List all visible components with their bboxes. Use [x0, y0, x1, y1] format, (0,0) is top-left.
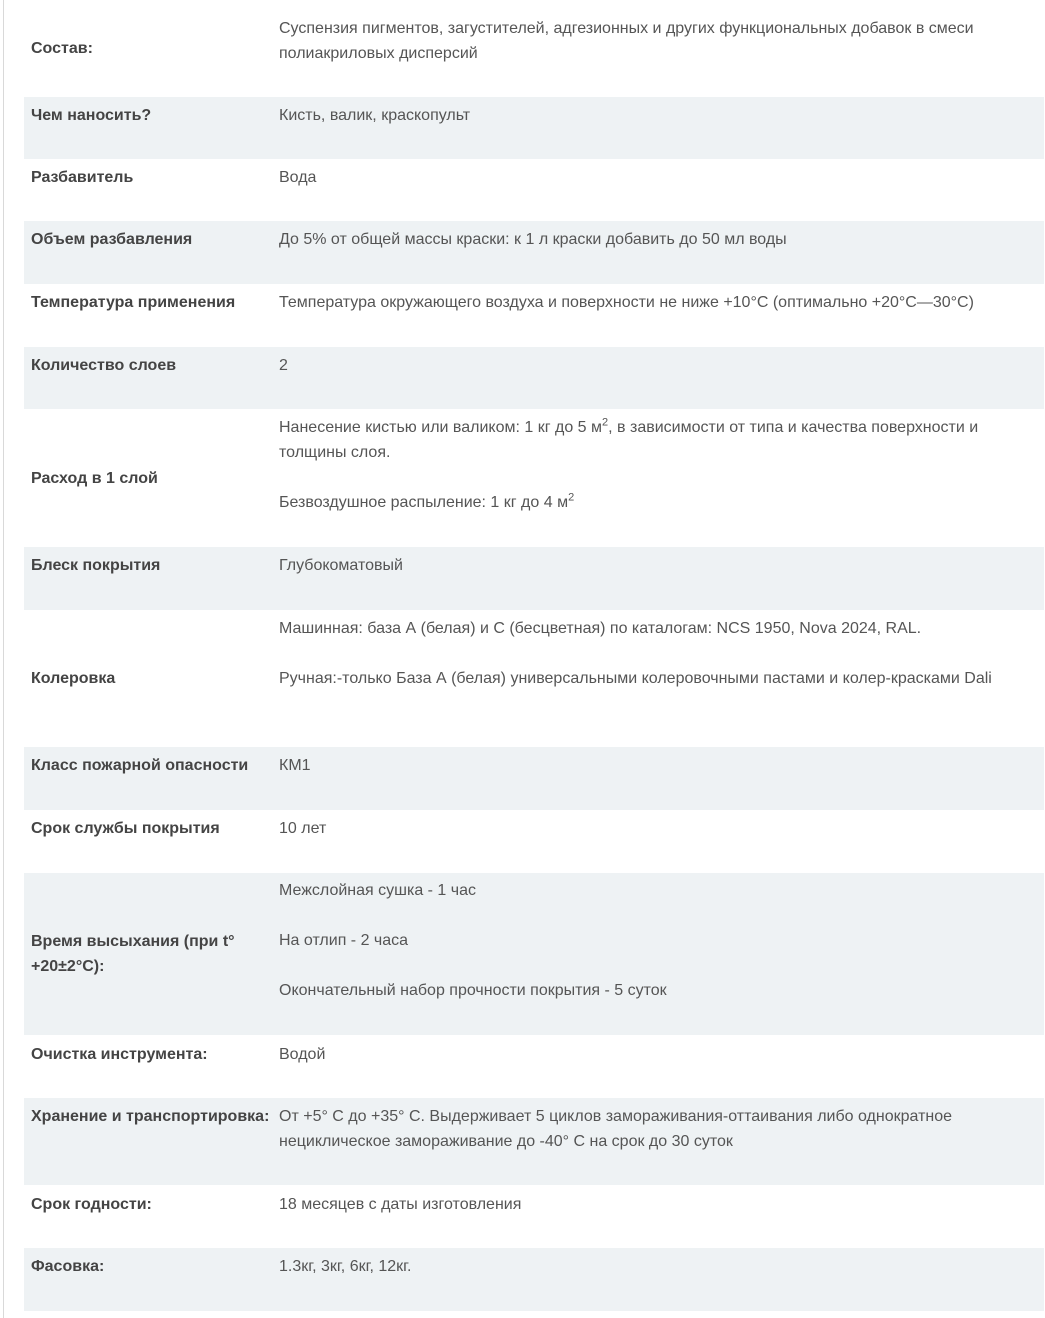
row-label: Время высыхания (при t° +20±2°C): — [31, 933, 235, 975]
value-line: 1.3кг, 3кг, 6кг, 12кг. — [279, 1258, 412, 1275]
value-line: Ручная:-только База А (белая) универсальными колеровочными пастами и колер-красками Dali — [279, 670, 992, 687]
table-row — [24, 0, 1044, 97]
value-line: 2 — [279, 357, 288, 374]
row-label: Количество слоев — [31, 357, 177, 374]
row-value — [279, 409, 1044, 547]
table-row — [24, 409, 1044, 547]
table-row — [24, 347, 1044, 409]
row-label: Очистка инструмента: — [31, 1046, 208, 1063]
table-row — [24, 97, 1044, 159]
row-value — [279, 1098, 1044, 1185]
value-text: Нанесение кистью или валиком: 1 кг до 5 м — [279, 419, 603, 436]
row-value — [279, 159, 1044, 221]
table-row — [24, 1185, 1044, 1248]
row-label: Колеровка — [31, 670, 116, 687]
table-row — [24, 747, 1044, 810]
row-label: Расход в 1 слой — [31, 469, 158, 487]
value-line — [279, 490, 1036, 515]
row-label: Чем наносить? — [31, 107, 152, 124]
table-row — [24, 547, 1044, 610]
row-value — [279, 747, 1044, 810]
superscript: 2 — [602, 416, 609, 429]
row-label: Состав: — [31, 40, 93, 57]
table-row — [24, 159, 1044, 221]
row-label: Разбавитель — [31, 169, 134, 186]
value-line: 18 месяцев с даты изготовления — [279, 1196, 522, 1213]
row-label: Срок службы покрытия — [31, 820, 220, 837]
row-value — [279, 97, 1044, 159]
row-label: Фасовка: — [31, 1258, 105, 1275]
row-value — [279, 1035, 1044, 1098]
value-line: КМ1 — [279, 757, 311, 774]
value-line: На отлип - 2 часа — [279, 932, 409, 949]
value-text: Безвоздушное распыление: 1 кг до 4 м — [279, 494, 569, 511]
row-label: Объем разбавления — [31, 231, 193, 248]
row-value — [279, 284, 1044, 347]
table-row — [24, 1035, 1044, 1098]
row-label: Срок годности: — [31, 1196, 152, 1213]
table-row — [24, 810, 1044, 873]
value-line — [279, 415, 1036, 465]
value-line: Межслойная сушка - 1 час — [279, 882, 477, 899]
row-value — [279, 347, 1044, 409]
row-value — [279, 547, 1044, 610]
value-line: Температура окружающего воздуха и поверхности не ниже +10°C (оптимально +20°C—30°C) — [279, 294, 974, 311]
value-line: Окончательный набор прочности покрытия - 5 суток — [279, 982, 667, 999]
row-label: Хранение и транспортировка: — [31, 1108, 270, 1125]
value-line: Вода — [279, 169, 317, 186]
row-label: Блеск покрытия — [31, 557, 161, 574]
value-line: 10 лет — [279, 820, 327, 837]
value-line: Суспензия пигментов, загустителей, адгезионных и других функциональных добавок в смеси полиакриловых дисперсий — [279, 20, 974, 62]
table-row — [24, 610, 1044, 747]
value-line: Глубокоматовый — [279, 557, 403, 574]
value-line: Водой — [279, 1046, 326, 1063]
row-value — [279, 221, 1044, 284]
row-value — [279, 810, 1044, 873]
row-value — [279, 1248, 1044, 1311]
row-value — [279, 1185, 1044, 1248]
row-value — [279, 610, 1044, 747]
table-row — [24, 873, 1044, 1035]
table-row — [24, 1098, 1044, 1185]
row-label: Температура применения — [31, 294, 236, 311]
value-line: Кисть, валик, краскопульт — [279, 107, 471, 124]
table-row — [24, 284, 1044, 347]
value-line: Машинная: база А (белая) и С (бесцветная) по каталогам: NCS 1950, Nova 2024, RAL. — [279, 620, 922, 637]
superscript: 2 — [568, 491, 575, 504]
table-row — [24, 1248, 1044, 1311]
row-label: Класс пожарной опасности — [31, 757, 249, 774]
value-line: До 5% от общей массы краски: к 1 л краски добавить до 50 мл воды — [279, 231, 787, 248]
value-line: От +5° C до +35° C. Выдерживает 5 циклов замораживания-оттаивания либо однократное нециклическое замораживание до -40° C на срок до 30 суток — [279, 1108, 953, 1150]
row-value — [279, 873, 1044, 1035]
spec-table — [24, 0, 1044, 1311]
left-border — [3, 0, 4, 1318]
row-value — [279, 0, 1044, 97]
value-text: , в зависимости от типа и качества поверхности и толщины слоя. — [279, 419, 979, 461]
table-row — [24, 221, 1044, 284]
